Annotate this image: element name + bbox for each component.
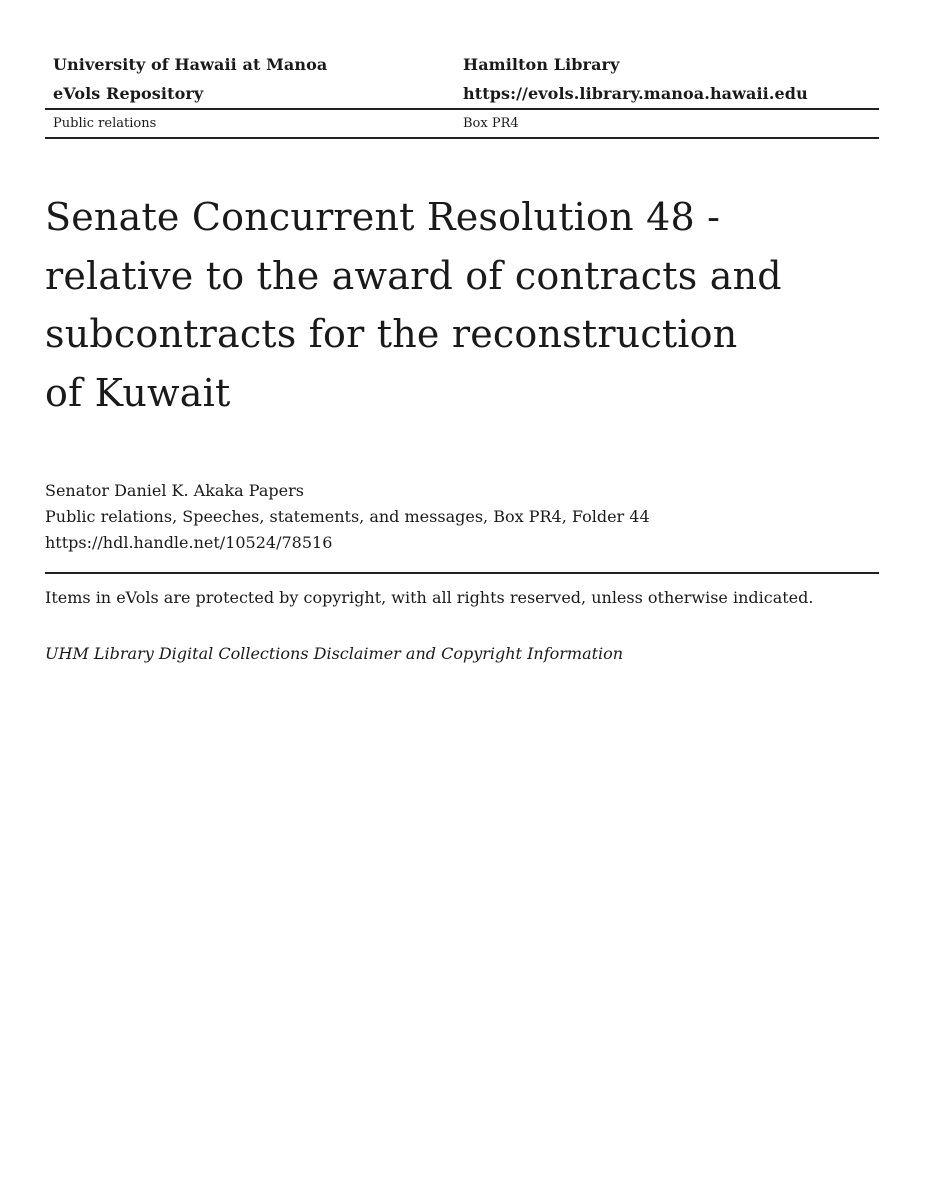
library-name: Hamilton Library bbox=[463, 55, 620, 74]
title-line: relative to the award of contracts and bbox=[45, 253, 782, 298]
repository-name: eVols Repository bbox=[53, 84, 204, 103]
series-name: Public relations bbox=[53, 116, 157, 131]
disclaimer-link[interactable]: UHM Library Digital Collections Disclaimer and Copyright Information bbox=[45, 644, 624, 663]
title-line: Senate Concurrent Resolution 48 - bbox=[45, 195, 721, 239]
box-label: Box PR4 bbox=[463, 116, 519, 131]
header-row-2 bbox=[45, 79, 879, 108]
document-title bbox=[45, 188, 805, 422]
repository-url[interactable]: https://evols.library.manoa.hawaii.edu bbox=[463, 84, 808, 103]
folder-location: Public relations, Speeches, statements, and messages, Box PR4, Folder 44 bbox=[45, 507, 650, 526]
title-line: of Kuwait bbox=[45, 370, 231, 415]
header-row-3 bbox=[45, 110, 879, 137]
repository-header bbox=[45, 50, 879, 139]
document-metadata bbox=[45, 478, 650, 556]
title-line: subcontracts for the reconstruction bbox=[45, 312, 738, 356]
header-bottom-divider bbox=[45, 137, 879, 139]
institution-name: University of Hawaii at Manoa bbox=[53, 55, 328, 74]
header-row-1 bbox=[45, 50, 879, 79]
rights-statement: Items in eVols are protected by copyright, with all rights reserved, unless otherwise indicated. bbox=[45, 588, 814, 607]
collection-name: Senator Daniel K. Akaka Papers bbox=[45, 481, 304, 500]
handle-link[interactable]: https://hdl.handle.net/10524/78516 bbox=[45, 533, 333, 552]
section-divider bbox=[45, 572, 879, 574]
